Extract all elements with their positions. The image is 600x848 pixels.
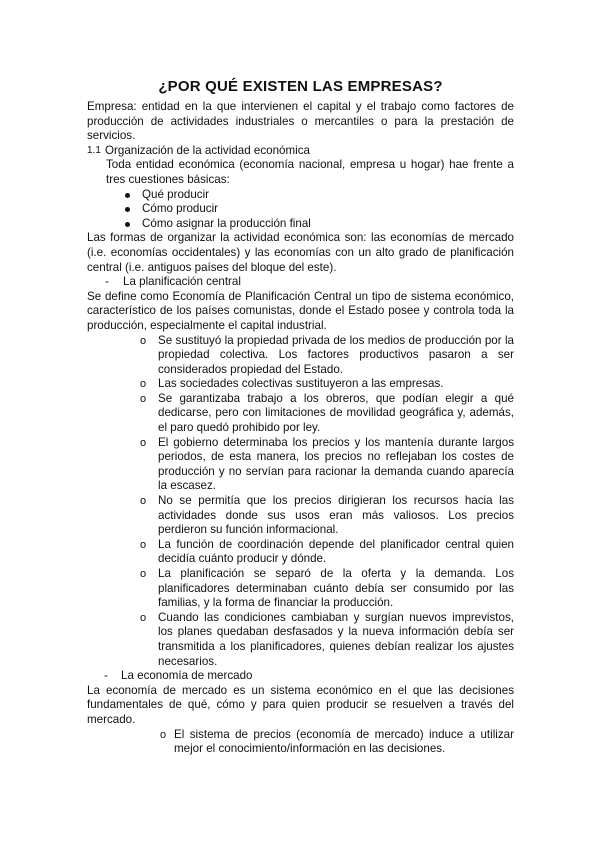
basic-questions-list: [87, 188, 514, 232]
planning-heading: [87, 275, 514, 290]
company-definition: Empresa: entidad en la que intervienen el capital y el trabajo como factores de producción de actividades industriales o mercantiles o para la prestación de servicios.: [87, 100, 514, 143]
list-item: [140, 392, 514, 436]
list-item: [140, 334, 514, 378]
section-heading-1-1: [87, 144, 514, 159]
page-title: ¿POR QUÉ EXISTEN LAS EMPRESAS?: [158, 78, 443, 95]
section-number: 1.1: [87, 144, 101, 156]
list-item-text: Las sociedades colectivas sustituyeron a las empresas.: [158, 377, 444, 391]
list-item-text: No se permitía que los precios dirigieran los recursos hacia las actividades donde sus usos eran más valiosos. Los precios perdieron su función informacional.: [158, 494, 514, 537]
section-title: Organización de la actividad económica: [105, 143, 310, 157]
list-item: Qué producir: [125, 188, 514, 203]
list-item-text: La función de coordinación depende del planificador central quien decidía cuánto producir y dónde.: [158, 537, 514, 566]
list-item: Cómo asignar la producción final: [125, 217, 514, 232]
planning-definition: Se define como Economía de Planificación Central un tipo de sistema económico, característico de los países comunistas, donde el Estado posee y controla toda la producción, especialmente el capital industrial.: [87, 289, 514, 332]
circle-bullet: o: [140, 568, 147, 580]
circle-bullet: o: [160, 728, 167, 741]
dash-marker: -: [104, 669, 108, 683]
forms-paragraph: Las formas de organizar la actividad económica son: las economías de mercado (i.e. economías occidentales) y las economías con un alto grado de planificación central (i.e. antiguos países del bloque del este).: [87, 231, 514, 274]
list-item-text: La planificación se separó de la oferta y la demanda. Los planificadores determinaban cuánto debía ser consumido por las familias, y la forma de financiar la producción.: [158, 567, 514, 610]
list-item-text: El sistema de precios (economía de mercado) induce a utilizar mejor el conocimiento/información en las decisiones.: [174, 727, 514, 756]
planning-title: La planificación central: [123, 275, 241, 289]
list-item: [140, 494, 514, 538]
circle-bullet: o: [140, 611, 147, 624]
list-item: [140, 436, 514, 494]
list-item-text: Se garantizaba trabajo a los obreros, que podían elegir a qué dedicarse, pero con limitaciones de movilidad geográfica y, además, el paro quedó prohibido por ley.: [158, 391, 514, 435]
market-heading: [87, 669, 514, 684]
market-definition: La economía de mercado es un sistema económico en el que las decisiones fundamentales de qué, cómo y para quien producir se resuelven a través del mercado.: [87, 683, 514, 726]
list-item: Cómo producir: [125, 202, 514, 217]
circle-bullet: o: [140, 436, 147, 449]
circle-bullet: o: [140, 538, 147, 551]
market-points-list: [87, 728, 514, 757]
list-item: [140, 567, 514, 611]
circle-bullet: o: [140, 495, 147, 508]
circle-bullet: o: [140, 392, 147, 405]
dash-marker: -: [105, 275, 109, 289]
planning-points-list: [87, 334, 514, 670]
circle-bullet: o: [140, 334, 147, 347]
list-item-text: Cuando las condiciones cambiaban y surgían nuevos imprevistos, los planes quedaban desfasados y la nueva información debía ser transmitida a los planificadores, quienes debían realizar los ajustes necesarios.: [158, 610, 514, 668]
list-item: [160, 728, 514, 757]
list-item: [140, 377, 514, 392]
market-title: La economía de mercado: [121, 669, 253, 683]
list-item: [140, 611, 514, 669]
list-item-text: Se sustituyó la propiedad privada de los medios de producción por la propiedad colectiva. Los factores productivos pasaron a ser considerados propiedad del Estado.: [158, 333, 514, 376]
section-intro: Toda entidad económica (economía nacional, empresa u hogar) hae frente a tres cuestiones básicas:: [106, 158, 514, 186]
circle-bullet: o: [140, 378, 147, 391]
list-item-text: El gobierno determinaba los precios y los mantenía durante largos periodos, de esta manera, los precios no reflejaban los costes de producción y no servían para racionar la demanda cuando aparecía la escasez.: [158, 435, 514, 493]
list-item: [140, 538, 514, 567]
document-page: [87, 78, 514, 757]
